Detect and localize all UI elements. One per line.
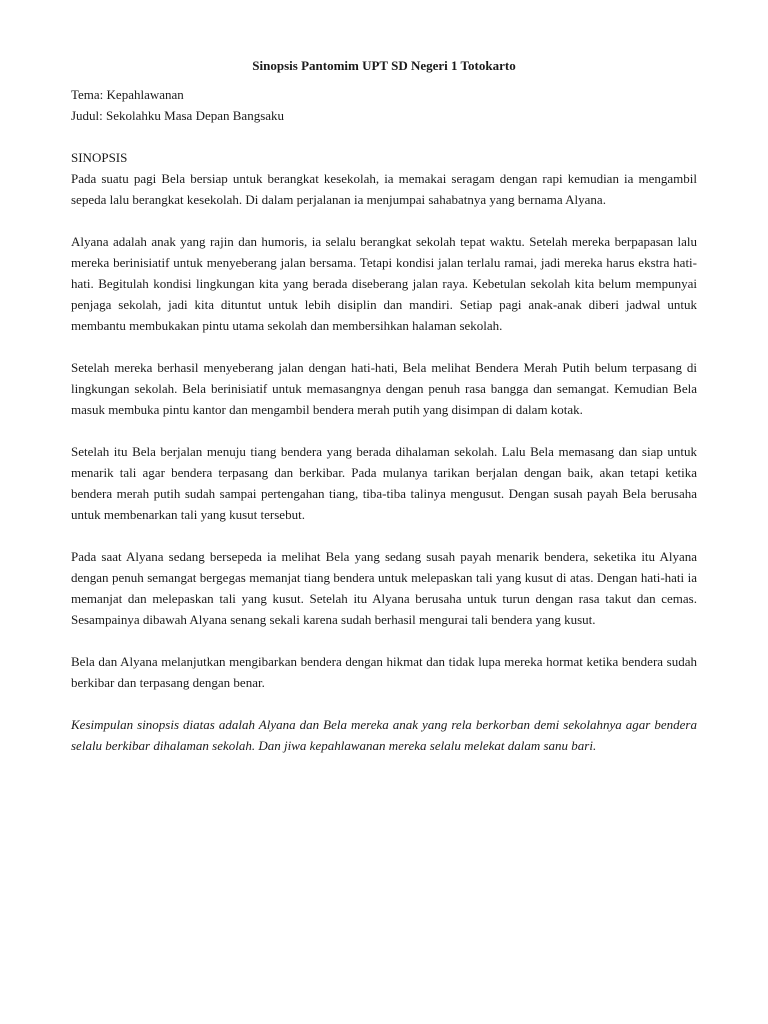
- section-heading: SINOPSIS: [71, 150, 128, 165]
- paragraph-5: Pada saat Alyana sedang bersepeda ia melihat Bela yang sedang susah payah menarik bendera, seketika itu Alyana dengan penuh semangat bergegas memanjat tiang bendera untuk melepaskan tali yang kusut di atas. Dengan hati-hati ia memanjat dan melepaskan tali yang kusut. Setelah itu Alyana berusaha untuk turun dengan rasa takut dan cemas. Sesampainya dibawah Alyana senang sekali karena sudah berhasil mengurai tali bendera yang kusut.: [71, 549, 697, 627]
- paragraph-3: Setelah mereka berhasil menyeberang jalan dengan hati-hati, Bela melihat Bendera Merah Putih belum terpasang di lingkungan sekolah. Bela berinisiatif untuk memasangnya dengan penuh rasa bangga dan semangat. Kemudian Bela masuk membuka pintu kantor dan mengambil bendera merah putih yang disimpan di dalam kotak.: [71, 360, 697, 417]
- document-meta: [71, 84, 697, 126]
- paragraph-2: Alyana adalah anak yang rajin dan humoris, ia selalu berangkat sekolah tepat waktu. Setelah mereka berpapasan lalu mereka berinisiatif untuk menyeberang jalan bersama. Tetapi kondisi jalan terlalu ramai, jadi mereka harus ekstra hati-hati. Begitulah kondisi lingkungan kita yang berada diseberang jalan raya. Kebetulan sekolah kita belum mempunyai penjaga sekolah, jadi kita dituntut untuk lebih disiplin dan mandiri. Setiap pagi anak-anak diberi jadwal untuk membantu membukakan pintu utama sekolah dan membersihkan halaman sekolah.: [71, 234, 697, 333]
- conclusion-paragraph: Kesimpulan sinopsis diatas adalah Alyana dan Bela mereka anak yang rela berkorban demi sekolahnya agar bendera selalu berkibar dihalaman sekolah. Dan jiwa kepahlawanan mereka selalu melekat dalam sanu bari.: [71, 717, 697, 753]
- document-page: [71, 55, 697, 777]
- document-title: Sinopsis Pantomim UPT SD Negeri 1 Totokarto: [252, 58, 516, 73]
- paragraph-4: Setelah itu Bela berjalan menuju tiang bendera yang berada dihalaman sekolah. Lalu Bela memasang dan siap untuk menarik tali agar bendera terpasang dan berkibar. Pada mulanya tarikan berjalan dengan baik, akan tetapi ketika bendera merah putih sudah sampai pertengahan tiang, tiba-tiba talinya mengusut. Dengan susah payah Bela berusaha untuk membenarkan tali yang kusut tersebut.: [71, 444, 697, 522]
- judul-line: Judul: Sekolahku Masa Depan Bangsaku: [71, 108, 285, 123]
- theme-line: Tema: Kepahlawanan: [71, 87, 184, 102]
- paragraph-6: Bela dan Alyana melanjutkan mengibarkan bendera dengan hikmat dan tidak lupa mereka hormat ketika bendera sudah berkibar dan terpasang dengan benar.: [71, 654, 697, 690]
- paragraph-1: Pada suatu pagi Bela bersiap untuk berangkat kesekolah, ia memakai seragam dengan rapi kemudian ia mengambil sepeda lalu berangkat kesekolah. Di dalam perjalanan ia menjumpai sahabatnya yang bernama Alyana.: [71, 171, 697, 207]
